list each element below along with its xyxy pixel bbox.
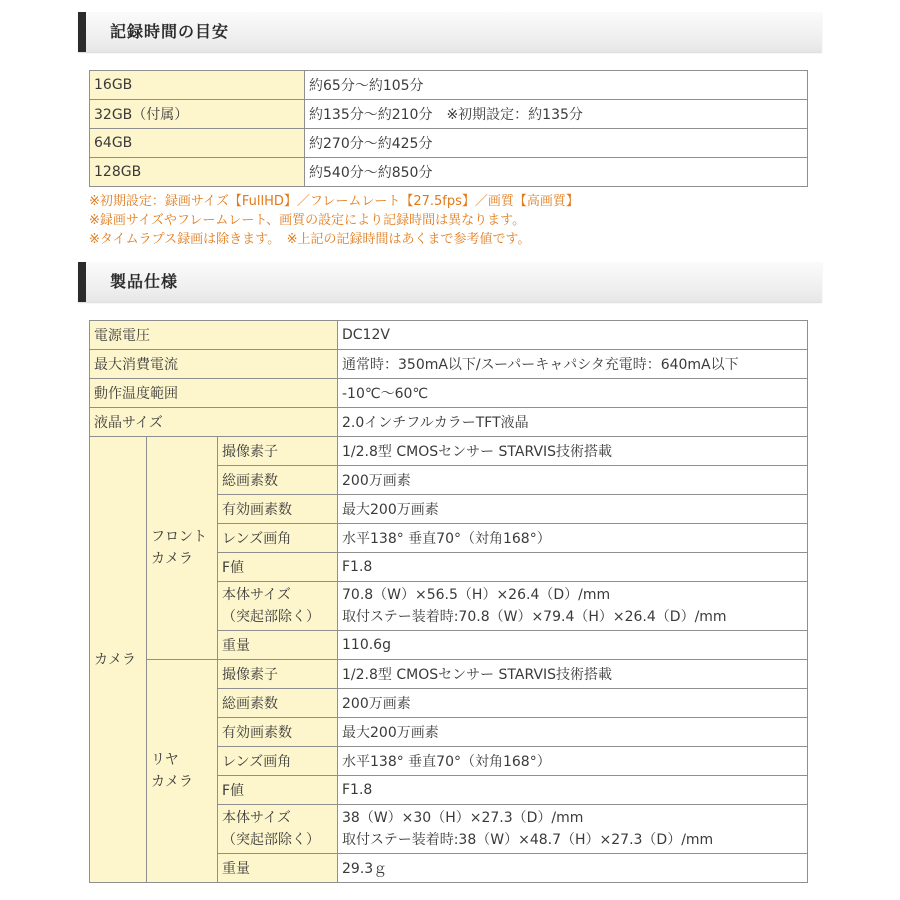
table-row [90, 408, 808, 437]
note-line: ※タイムラプス録画は除きます。 ※上記の記録時間はあくまで参考値です。 [89, 232, 531, 247]
recording-heading-title: 記録時間の目安 [110, 22, 230, 41]
table-row [90, 660, 808, 689]
product-spec-table [89, 320, 808, 883]
recording-time-value: 約135分～約210分 ※初期設定：約135分 [305, 100, 808, 129]
spec-value [338, 582, 808, 631]
spec-value: 200万画素 [338, 689, 808, 718]
spec-value [338, 805, 808, 854]
capacity-label: 32GB（付属） [90, 100, 305, 129]
table-row [90, 100, 808, 129]
body-size-value-line1: 38（W）×30（H）×27.3（D）/mm [342, 810, 584, 826]
front-camera-label-line1: フロント [151, 529, 207, 545]
spec-value: 最大200万画素 [338, 495, 808, 524]
front-camera-label-line2: カメラ [151, 551, 193, 567]
heading-accent-bar [78, 262, 86, 302]
spec-label [218, 582, 338, 631]
front-camera-label [147, 437, 218, 660]
spec-value: 最大200万画素 [338, 718, 808, 747]
camera-group-label: カメラ [90, 437, 147, 883]
spec-label: レンズ画角 [218, 747, 338, 776]
spec-label: 有効画素数 [218, 718, 338, 747]
spec-label: 総画素数 [218, 466, 338, 495]
table-row [90, 350, 808, 379]
table-row [90, 129, 808, 158]
spec-label: 最大消費電流 [90, 350, 338, 379]
note-line: ※初期設定：録画サイズ【FullHD】／フレームレート【27.5fps】／画質【高画質】 [89, 194, 579, 209]
specs-heading-title: 製品仕様 [110, 272, 179, 291]
spec-label: 液晶サイズ [90, 408, 338, 437]
spec-label: 有効画素数 [218, 495, 338, 524]
recording-time-value: 約65分～約105分 [305, 71, 808, 100]
recording-time-value: 約270分～約425分 [305, 129, 808, 158]
body-size-label-line1: 本体サイズ [222, 587, 291, 603]
specs-section-heading [78, 262, 822, 302]
body-size-label-line1: 本体サイズ [222, 810, 291, 826]
note-line: ※録画サイズやフレームレート、画質の設定により記録時間は異なります。 [89, 213, 526, 228]
recording-time-value: 約540分～約850分 [305, 158, 808, 187]
spec-value: 水平138° 垂直70°（対角168°） [338, 524, 808, 553]
spec-label: 動作温度範囲 [90, 379, 338, 408]
recording-notes [89, 192, 579, 249]
body-size-label-line2: （突起部除く） [222, 609, 320, 625]
spec-value: 通常時：350mA以下/スーパーキャパシタ充電時：640mA以下 [338, 350, 808, 379]
spec-label: レンズ画角 [218, 524, 338, 553]
rear-camera-label [147, 660, 218, 883]
spec-label: 撮像素子 [218, 437, 338, 466]
rear-camera-label-line1: リヤ [151, 752, 179, 768]
recording-section-heading [78, 12, 822, 52]
spec-label: 重量 [218, 631, 338, 660]
capacity-label: 16GB [90, 71, 305, 100]
spec-value: 110.6g [338, 631, 808, 660]
spec-value: 200万画素 [338, 466, 808, 495]
spec-value: -10℃～60℃ [338, 379, 808, 408]
body-size-value-line2: 取付ステー装着時:70.8（W）×79.4（H）×26.4（D）/mm [342, 609, 727, 625]
spec-label: 総画素数 [218, 689, 338, 718]
spec-label: 電源電圧 [90, 321, 338, 350]
body-size-value-line2: 取付ステー装着時:38（W）×48.7（H）×27.3（D）/mm [342, 832, 714, 848]
spec-value: F1.8 [338, 776, 808, 805]
spec-value: 2.0インチフルカラーTFT液晶 [338, 408, 808, 437]
recording-time-table [89, 70, 808, 187]
spec-label: F値 [218, 776, 338, 805]
spec-value: 29.3ｇ [338, 854, 808, 883]
spec-label: 撮像素子 [218, 660, 338, 689]
spec-value: 水平138° 垂直70°（対角168°） [338, 747, 808, 776]
spec-label [218, 805, 338, 854]
spec-value: F1.8 [338, 553, 808, 582]
body-size-value-line1: 70.8（W）×56.5（H）×26.4（D）/mm [342, 587, 611, 603]
table-row [90, 158, 808, 187]
capacity-label: 128GB [90, 158, 305, 187]
body-size-label-line2: （突起部除く） [222, 832, 320, 848]
table-row [90, 437, 808, 466]
spec-value: DC12V [338, 321, 808, 350]
spec-label: F値 [218, 553, 338, 582]
capacity-label: 64GB [90, 129, 305, 158]
spec-value: 1/2.8型 CMOSセンサー STARVIS技術搭載 [338, 660, 808, 689]
spec-value: 1/2.8型 CMOSセンサー STARVIS技術搭載 [338, 437, 808, 466]
table-row [90, 321, 808, 350]
table-row [90, 379, 808, 408]
spec-label: 重量 [218, 854, 338, 883]
table-row [90, 71, 808, 100]
heading-accent-bar [78, 12, 86, 52]
rear-camera-label-line2: カメラ [151, 774, 193, 790]
